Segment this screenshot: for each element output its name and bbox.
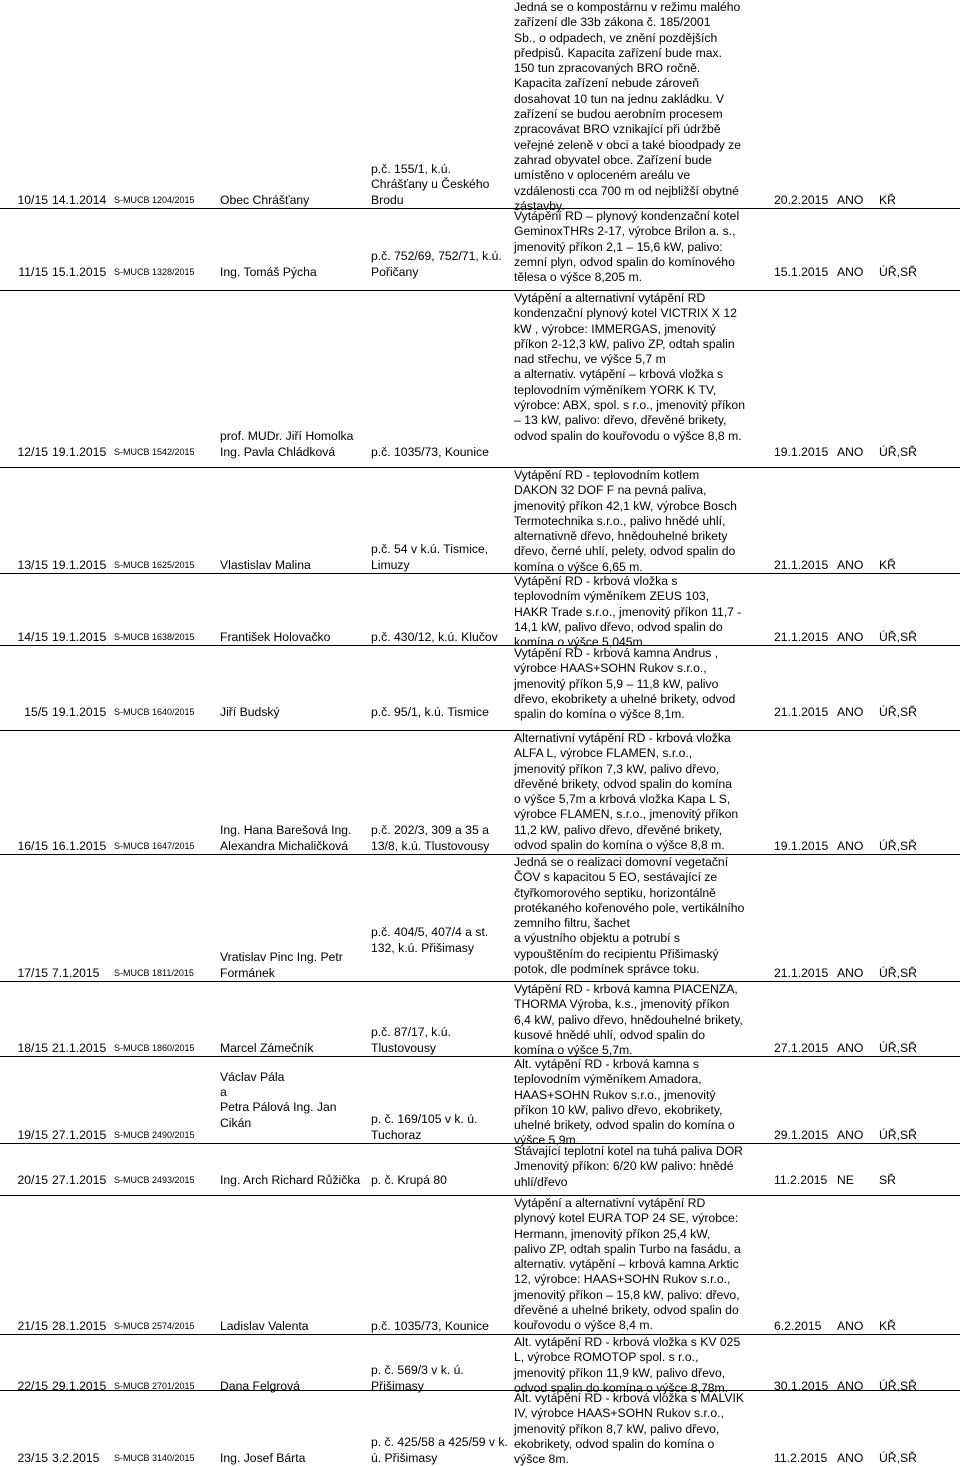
row-reference: S-MUCB 1811/2015	[114, 968, 194, 978]
row-status: ANO	[837, 1450, 864, 1465]
row-applicant: prof. MUDr. Jiří Homolka Ing. Pavla Chládková	[220, 429, 354, 459]
row-number: 19/15	[17, 1127, 48, 1142]
row-date: 27.1.2015	[52, 1172, 107, 1187]
row-date: 19.1.2015	[52, 444, 107, 459]
table-row	[0, 645, 960, 720]
row-reference: S-MUCB 2701/2015	[114, 1381, 195, 1391]
row-description: Alternativní vytápění RD - krbová vložka ALFA L, výrobce FLAMEN, s.r.o., jmenovitý příkon 7,3 kW, palivo dřevo, dřevěné brikety, odvod spalin do komína o výšce 5,7m a krbová vložka Kapa L S, výrobce FLAMEN, s.r.o., jmenovitý příkon 11,2 kW, palivo dřevo, dřevěné brikety, odvod spalin do komína o výšce 8,8 m.	[514, 731, 739, 853]
row-description: Jedná se o realizaci domovní vegetační ČOV s kapacitou 5 EO, sestávající ze čtyřkomorového septiku, horizontálně protékaného kořenového pole, vertikálního zemního filtru, šachet a výustního objektu a potrubí s vypouštěním do recipientu Přišimaský potok, dle podmínek správce toku.	[514, 855, 745, 977]
row-decision-date: 19.1.2015	[774, 838, 829, 853]
row-number: 18/15	[17, 1040, 48, 1055]
row-status: NE	[837, 1172, 854, 1187]
row-agency: KŘ	[879, 192, 896, 207]
row-decision-date: 21.1.2015	[774, 965, 829, 980]
row-decision-date: 27.1.2015	[774, 1040, 829, 1055]
row-number: 23/15	[17, 1450, 48, 1465]
table-row	[0, 730, 960, 854]
row-decision-date: 15.1.2015	[774, 264, 829, 279]
row-agency: KŘ	[879, 1318, 896, 1333]
row-status: ANO	[837, 629, 864, 644]
row-description: Jedná se o kompostárnu v režimu malého zařízení dle 33b zákona č. 185/2001 Sb., o odpadech, ve znění pozdějších předpisů. Kapacita zařízení bude max. 150 tun zpracovaných BRO ročně. Kapacita zařízení nebude zároveň dosahovat 10 tun na jednu zakládku. V zařízení se budou aerobním procesem zpracovávat BRO vznikající při údržbě veřejné zeleně v obci a také bioodpady ze zahrad obyvatel obce. Zařízení bude umístěno v oploceném areálu ve vzdálenosti cca 700 m od nejbližší obytné zástavby.	[514, 0, 741, 213]
row-location: p.č. 87/17, k.ú. Tlustovousy	[371, 1025, 451, 1055]
row-description: Alt. vytápění RD - krbová vložka s KV 025 L, výrobce ROMOTOP spol. s r.o., jmenovitý příkon 11,9 kW, palivo dřevo, odvod spalin do komína o výšce 8,78m.	[514, 1335, 741, 1395]
row-date: 28.1.2015	[52, 1318, 107, 1333]
row-number: 14/15	[17, 629, 48, 644]
row-location: p. č. 425/58 a 425/59 v k. ú. Přišimasy	[371, 1435, 508, 1465]
row-applicant: Vlastislav Malina	[220, 557, 311, 572]
row-status: ANO	[837, 192, 864, 207]
row-number: 13/15	[17, 557, 48, 572]
row-agency: ÚŘ,SŘ	[879, 838, 917, 853]
row-date: 21.1.2015	[52, 1040, 107, 1055]
row-location: p.č. 202/3, 309 a 35 a 13/8, k.ú. Tlustovousy	[371, 823, 490, 853]
row-decision-date: 11.2.2015	[774, 1172, 828, 1187]
row-agency: ÚŘ,SŘ	[879, 629, 917, 644]
row-number: 10/15	[17, 192, 48, 207]
table-row	[0, 1390, 960, 1466]
table-row	[0, 0, 960, 213]
row-applicant: Ing. Hana Barešová Ing. Alexandra Michaličková	[220, 823, 352, 853]
row-reference: S-MUCB 1328/2015	[114, 267, 195, 277]
table-row	[0, 981, 960, 1056]
row-status: ANO	[837, 264, 864, 279]
row-location: p.č. 1035/73, Kounice	[371, 1318, 489, 1333]
row-decision-date: 19.1.2015	[774, 444, 829, 459]
row-status: ANO	[837, 965, 864, 980]
row-agency: ÚŘ,SŘ	[879, 1127, 917, 1142]
row-date: 14.1.2014	[52, 192, 107, 207]
row-description: Vytápění RD - teplovodním kotlem DAKON 32 DOF F na pevná paliva, jmenovitý příkon 42,1 kW, výrobce Bosch Termotechnika s.r.o., palivo hnědé uhlí, alternativně dřevo, hnědouhelné brikety dřevo, černé uhlí, pelety, odvod spalin do komína o výšce 6,65 m.	[514, 468, 737, 574]
row-decision-date: 21.1.2015	[774, 704, 829, 719]
row-location: p.č. 54 v k.ú. Tismice, Limuzy	[371, 542, 489, 572]
row-date: 3.2.2015	[52, 1450, 100, 1465]
row-applicant: Vratislav Pinc Ing. Petr Formánek	[220, 950, 343, 980]
table-row	[0, 290, 960, 460]
row-reference: S-MUCB 2493/2015	[114, 1175, 195, 1185]
row-decision-date: 20.2.2015	[774, 192, 829, 207]
row-number: 17/15	[17, 965, 48, 980]
row-status: ANO	[837, 704, 864, 719]
row-location: p. č. Krupá 80	[371, 1172, 447, 1187]
row-description: Vytápění RD - krbová kamna PIACENZA, THORMA Výroba, k.s., jmenovitý příkon 6,4 kW, palivo dřevo, hnědouhelné brikety, kusové hnědé uhlí, odvod spalin do komína o výšce 5,7m.	[514, 982, 743, 1058]
row-reference: S-MUCB 3140/2015	[114, 1453, 195, 1463]
row-location: p. č. 169/105 v k. ú. Tuchoraz	[371, 1112, 478, 1142]
table-row	[0, 1143, 960, 1188]
row-description: Alt. vytápění RD - krbová kamna s teplovodním výměníkem Amadora, HAAS+SOHN Rukov s.r.o., jmenovitý příkon 10 kW, palivo dřevo, ekobrikety, uhelné brikety, odvod spalin do komína o výšce 5,9m.	[514, 1057, 735, 1148]
row-agency: ÚŘ,SŘ	[879, 1450, 917, 1465]
row-status: ANO	[837, 1040, 864, 1055]
row-decision-date: 6.2.2015	[774, 1318, 822, 1333]
row-date: 19.1.2015	[52, 557, 107, 572]
row-description: Vytápění RD – plynový kondenzační kotel GeminoxTHRs 2-17, výrobce Brilon a. s., jmenovitý příkon 2,1 – 15,6 kW, palivo: zemní plyn, odvod spalin do komínového tělesa o výšce 8,205 m.	[514, 209, 740, 285]
row-date: 19.1.2015	[52, 629, 107, 644]
row-reference: S-MUCB 2490/2015	[114, 1130, 195, 1140]
row-decision-date: 29.1.2015	[774, 1127, 829, 1142]
row-reference: S-MUCB 1640/2015	[114, 707, 195, 717]
row-date: 15.1.2015	[52, 264, 107, 279]
row-date: 29.1.2015	[52, 1378, 107, 1393]
row-applicant: Václav Pála a Petra Pálová Ing. Jan Cikán	[220, 1069, 337, 1130]
row-applicant: František Holovačko	[220, 629, 331, 644]
row-status: ANO	[837, 838, 864, 853]
row-status: ANO	[837, 1378, 864, 1393]
row-agency: ÚŘ,SŘ	[879, 444, 917, 459]
row-number: 21/15	[17, 1318, 48, 1333]
row-reference: S-MUCB 1204/2015	[114, 195, 195, 205]
row-number: 15/5	[24, 704, 48, 719]
row-reference: S-MUCB 1647/2015	[114, 841, 195, 851]
row-reference: S-MUCB 1542/2015	[114, 447, 195, 457]
row-date: 19.1.2015	[52, 704, 107, 719]
row-number: 22/15	[17, 1378, 48, 1393]
row-date: 16.1.2015	[52, 838, 107, 853]
row-number: 20/15	[17, 1172, 48, 1187]
row-description: Vytápění RD - krbová kamna Andrus , výrobce HAAS+SOHN Rukov s.r.o., jmenovitý příkon 5,9 – 11,8 kW, palivo dřevo, ekobrikety a uhelné brikety, odvod spalin do komína o výšce 8,1m.	[514, 646, 736, 722]
row-status: ANO	[837, 1127, 864, 1142]
row-applicant: Ing. Tomáš Pýcha	[220, 264, 317, 279]
row-location: p.č. 1035/73, Kounice	[371, 444, 489, 459]
row-applicant: Obec Chrášťany	[220, 192, 310, 207]
row-status: ANO	[837, 1318, 864, 1333]
row-location: p.č. 155/1, k.ú. Chrášťany u Českého Brodu	[371, 162, 490, 207]
row-agency: ÚŘ,SŘ	[879, 965, 917, 980]
row-status: ANO	[837, 444, 864, 459]
row-description: Vytápění a alternativní vytápění RD kondenzační plynový kotel VICTRIX X 12 kW , výrobce: IMMERGAS, jmenovitý příkon 2-12,3 kW, palivo ZP, odtah spalin nad střechu, ve výšce 5,7 m a alternativ. vytápění – krbová vložka s teplovodním výměníkem YORK K TV, výrobce: ABX, spol. s r.o., jmenovitý příkon – 13 kW, palivo: dřevo, dřevěné brikety, odvod spalin do kouřovodu o výšce 8,8 m.	[514, 291, 745, 443]
row-reference: S-MUCB 2574/2015	[114, 1321, 195, 1331]
row-number: 11/15	[18, 264, 48, 279]
row-applicant: Marcel Zámečník	[220, 1040, 314, 1055]
row-decision-date: 30.1.2015	[774, 1378, 829, 1393]
row-agency: ÚŘ,SŘ	[879, 1040, 917, 1055]
table-row	[0, 1195, 960, 1334]
row-agency: ÚŘ,SŘ	[879, 1378, 917, 1393]
table-row	[0, 1334, 960, 1394]
table-row	[0, 573, 960, 650]
row-location: p.č. 430/12, k.ú. Klučov	[371, 629, 498, 644]
row-description: Vytápění a alternativní vytápění RD plynový kotel EURA TOP 24 SE, výrobce: Hermann, jmenovitý příkon 25,4 kW, palivo ZP, odtah spalin Turbo na fasádu, a alternativ. vytápění – krbová kamna Arktic 12, výrobce: HAAS+SOHN Rukov s.r.o., jmenovitý příkon – 15,8 kW, palivo: dřevo, dřevěné a uhelné brikety, odvod spalin do kouřovodu o výšce 8,4 m.	[514, 1196, 741, 1333]
row-applicant: Dana Felgrová	[220, 1378, 300, 1393]
table-row	[0, 854, 960, 981]
row-decision-date: 21.1.2015	[774, 557, 829, 572]
row-location: p.č. 404/5, 407/4 a st. 132, k.ú. Přišimasy	[371, 925, 489, 955]
row-applicant: Ing. Josef Bárta	[220, 1450, 306, 1465]
row-reference: S-MUCB 1625/2015	[114, 560, 195, 570]
row-agency: ÚŘ,SŘ	[879, 704, 917, 719]
row-location: p. č. 569/3 v k. ú. Přišimasy	[371, 1363, 464, 1393]
table-row	[0, 1056, 960, 1148]
row-description: Vytápění RD - krbová vložka s teplovodním výměníkem ZEUS 103, HAKR Trade s.r.o., jmenovitý příkon 11,7 - 14,1 kW, palivo dřevo, odvod spalin do komína o výšce 5,045m.	[514, 574, 742, 650]
table-row	[0, 467, 960, 573]
row-location: p.č. 752/69, 752/71, k.ú. Pořičany	[371, 249, 502, 279]
row-applicant: Ladislav Valenta	[220, 1318, 309, 1333]
row-date: 27.1.2015	[52, 1127, 107, 1142]
table-row	[0, 208, 960, 285]
row-number: 12/15	[17, 444, 48, 459]
row-decision-date: 21.1.2015	[774, 629, 829, 644]
row-applicant: Jiří Budský	[220, 704, 280, 719]
row-description: Alt. vytápění RD - krbová vložka s MALVIK IV, výrobce HAAS+SOHN Rukov s.r.o., jmenovitý příkon 8,7 kW, palivo dřevo, ekobrikety, odvod spalin do komína o výšce 8m.	[514, 1391, 745, 1466]
row-agency: SŘ	[879, 1172, 896, 1187]
row-decision-date: 11.2.2015	[774, 1450, 828, 1465]
row-applicant: Ing. Arch Richard Růžička	[220, 1172, 361, 1187]
row-agency: ÚŘ,SŘ	[879, 264, 917, 279]
row-date: 7.1.2015	[52, 965, 100, 980]
row-reference: S-MUCB 1860/2015	[114, 1043, 195, 1053]
row-reference: S-MUCB 1638/2015	[114, 632, 195, 642]
row-description: Stávající teplotní kotel na tuhá paliva DOR Jmenovitý příkon: 6/20 kW palivo: hnědé uhlí/dřevo	[514, 1144, 743, 1189]
row-location: p.č. 95/1, k.ú. Tismice	[371, 704, 489, 719]
row-agency: KŘ	[879, 557, 896, 572]
row-status: ANO	[837, 557, 864, 572]
row-number: 16/15	[17, 838, 48, 853]
